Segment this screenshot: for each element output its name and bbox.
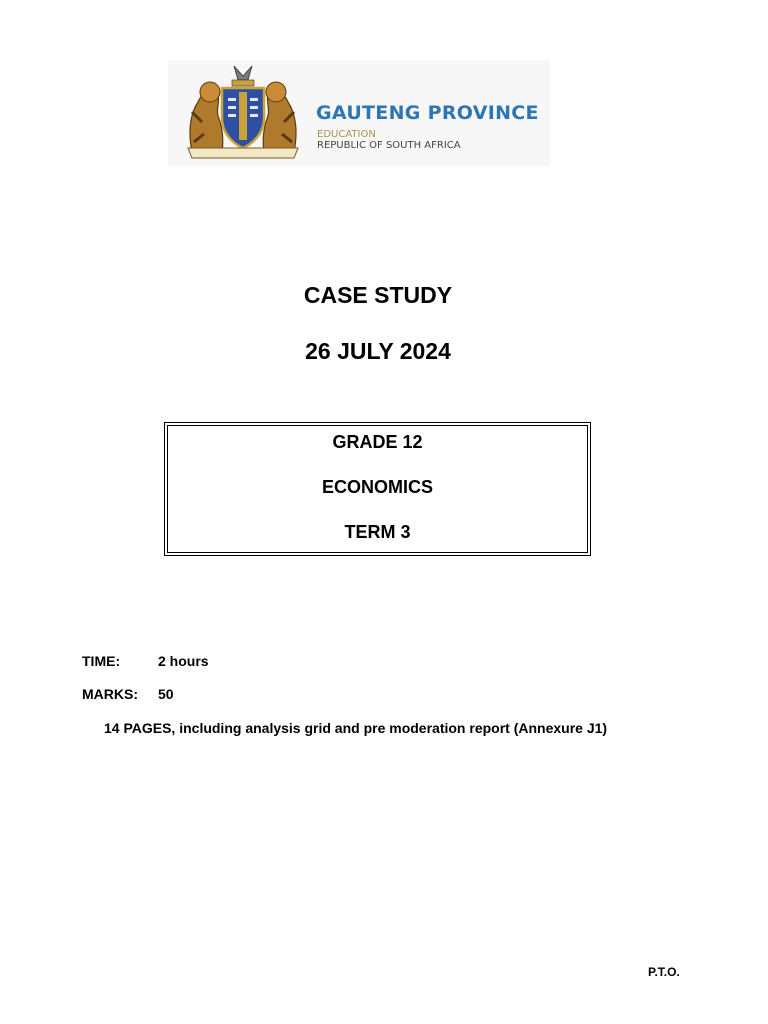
logo-country: REPUBLIC OF SOUTH AFRICA: [317, 140, 461, 151]
subject-box: [164, 422, 591, 556]
time-value: 2 hours: [158, 653, 209, 669]
coat-of-arms-icon: [182, 62, 304, 162]
marks-label: MARKS:: [82, 686, 138, 702]
gauteng-education-logo: [168, 60, 550, 166]
grade-label: GRADE 12: [332, 432, 423, 452]
pto-label: P.T.O.: [648, 965, 680, 979]
subject-label: ECONOMICS: [321, 477, 433, 497]
pages-note: 14 PAGES, including analysis grid and pre moderation report (Annexure J1): [104, 720, 608, 736]
document-title: CASE STUDY: [303, 282, 453, 308]
logo-subtitle: EDUCATION: [317, 129, 376, 140]
marks-value: 50: [158, 686, 174, 702]
logo-title: GAUTENG PROVINCE: [316, 102, 539, 124]
term-label: TERM 3: [344, 522, 411, 542]
document-date: 26 JULY 2024: [305, 338, 451, 364]
time-label: TIME:: [82, 653, 121, 669]
